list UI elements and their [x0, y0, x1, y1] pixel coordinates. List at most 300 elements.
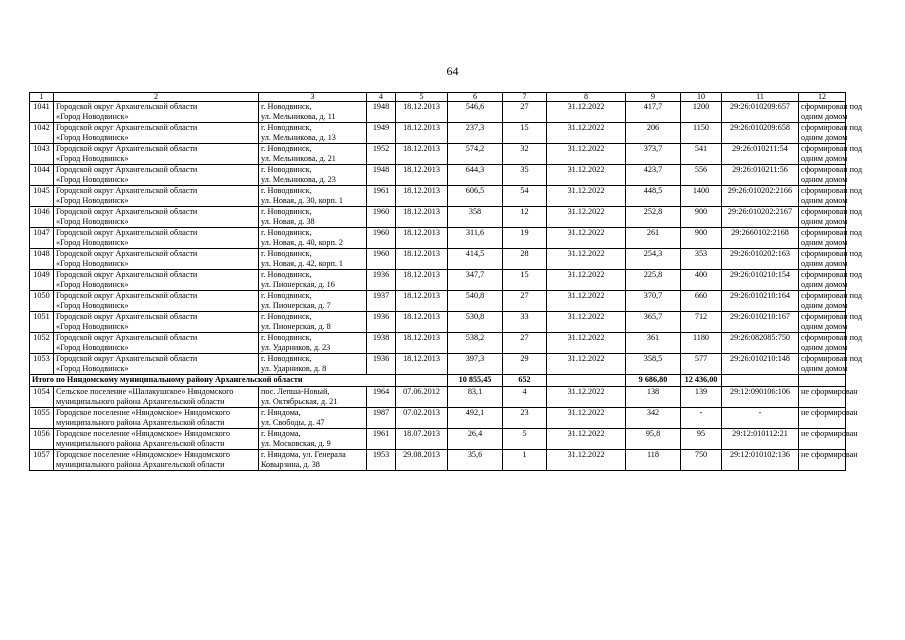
total-empty [722, 375, 799, 387]
status-cell-line: одним домом [801, 259, 848, 268]
column-number: 3 [259, 93, 367, 102]
address-cell-line: г. Новодвинск, [261, 102, 312, 111]
sum-cell: 900 [681, 207, 722, 228]
count-cell: 15 [503, 123, 547, 144]
owner-cell-line: Городской округ Архангельской области [56, 333, 198, 342]
column-number: 7 [503, 93, 547, 102]
owner-cell-line: Городской округ Архангельской области [56, 228, 198, 237]
cadastre-cell: 29:26:010211:54 [722, 144, 799, 165]
count-cell: 28 [503, 249, 547, 270]
address-cell [259, 387, 367, 408]
sum-cell: 1150 [681, 123, 722, 144]
owner-cell [54, 450, 259, 471]
count-cell: 33 [503, 312, 547, 333]
address-cell [259, 207, 367, 228]
date-cell: 18.12.2013 [396, 123, 448, 144]
owner-cell [54, 102, 259, 123]
owner-cell-line: Городской округ Архангельской области [56, 186, 198, 195]
area2-cell: 138 [626, 387, 681, 408]
table-row [30, 144, 846, 165]
owner-cell-line: «Город Новодвинск» [56, 196, 129, 205]
address-cell-line: г. Новодвинск, [261, 144, 312, 153]
table-row [30, 408, 846, 429]
column-number: 10 [681, 93, 722, 102]
status-cell [799, 312, 863, 333]
owner-cell [54, 228, 259, 249]
owner-cell [54, 249, 259, 270]
owner-cell-line: Городской округ Архангельской области [56, 123, 198, 132]
count-cell: 27 [503, 333, 547, 354]
status-cell-line: сформирован под [801, 165, 863, 174]
date-cell: 18.12.2013 [396, 165, 448, 186]
address-cell [259, 228, 367, 249]
date-cell: 18.12.2013 [396, 186, 448, 207]
owner-cell-line: Городской округ Архангельской области [56, 165, 198, 174]
year-cell: 1953 [367, 450, 396, 471]
count-cell: 1 [503, 450, 547, 471]
area2-cell: 361 [626, 333, 681, 354]
address-cell-line: ул. Новая, д. 40, корп. 2 [261, 238, 344, 247]
column-number: 12 [799, 93, 846, 102]
total-area: 10 855,45 [448, 375, 503, 387]
year-cell: 1987 [367, 408, 396, 429]
area2-cell: 342 [626, 408, 681, 429]
sum-cell: 400 [681, 270, 722, 291]
table-row [30, 270, 846, 291]
date-cell: 29.08.2013 [396, 450, 448, 471]
address-cell-line: г. Новодвинск, [261, 333, 312, 342]
address-cell [259, 408, 367, 429]
area2-cell: 252,8 [626, 207, 681, 228]
address-cell-line: г. Новодвинск, [261, 228, 312, 237]
owner-cell [54, 165, 259, 186]
date-cell: 18.12.2013 [396, 207, 448, 228]
date2-cell: 31.12.2022 [547, 387, 626, 408]
address-cell-line: ул. Мельникова, д. 11 [261, 112, 336, 121]
address-cell-line: г. Новодвинск, [261, 123, 312, 132]
address-cell [259, 354, 367, 375]
area-cell: 397,3 [448, 354, 503, 375]
address-cell [259, 270, 367, 291]
column-number: 4 [367, 93, 396, 102]
date-cell: 18.12.2013 [396, 228, 448, 249]
date2-cell: 31.12.2022 [547, 429, 626, 450]
cadastre-cell: 29:26:010202:2167 [722, 207, 799, 228]
date2-cell: 31.12.2022 [547, 249, 626, 270]
date-cell: 18.12.2013 [396, 291, 448, 312]
table-row [30, 228, 846, 249]
area2-cell: 365,7 [626, 312, 681, 333]
area2-cell: 254,3 [626, 249, 681, 270]
date2-cell: 31.12.2022 [547, 123, 626, 144]
date-cell: 18.12.2013 [396, 249, 448, 270]
row-number: 1053 [30, 354, 54, 375]
cadastre-cell: 29:26:010210:167 [722, 312, 799, 333]
status-cell [799, 429, 858, 450]
status-cell [799, 144, 863, 165]
date2-cell: 31.12.2022 [547, 144, 626, 165]
owner-cell-line: Городской округ Архангельской области [56, 207, 198, 216]
table-row [30, 165, 846, 186]
status-cell-line: сформирован под [801, 333, 863, 342]
owner-cell-line: «Город Новодвинск» [56, 175, 129, 184]
status-cell [799, 228, 863, 249]
status-cell-line: сформирован под [801, 144, 863, 153]
owner-cell [54, 144, 259, 165]
area2-cell: 417,7 [626, 102, 681, 123]
area-cell: 237,3 [448, 123, 503, 144]
area-cell: 358 [448, 207, 503, 228]
count-cell: 5 [503, 429, 547, 450]
cadastre-cell: 29:26:010209:657 [722, 102, 799, 123]
status-cell-line: сформирован под [801, 207, 863, 216]
year-cell: 1960 [367, 228, 396, 249]
area-cell: 83,1 [448, 387, 503, 408]
count-cell: 4 [503, 387, 547, 408]
owner-cell-line: Городской округ Архангельской области [56, 270, 198, 279]
year-cell: 1961 [367, 429, 396, 450]
address-cell-line: г. Новодвинск, [261, 186, 312, 195]
column-number: 5 [396, 93, 448, 102]
owner-cell [54, 333, 259, 354]
count-cell: 54 [503, 186, 547, 207]
status-cell-line: одним домом [801, 112, 848, 121]
owner-cell [54, 291, 259, 312]
address-cell-line: г. Няндома, [261, 429, 301, 438]
cadastre-cell: 29:2660102:2168 [722, 228, 799, 249]
owner-cell [54, 429, 259, 450]
year-cell: 1960 [367, 249, 396, 270]
status-cell-line: одним домом [801, 343, 848, 352]
status-cell-line: одним домом [801, 217, 848, 226]
table-row [30, 387, 846, 408]
year-cell: 1936 [367, 270, 396, 291]
status-cell-line: одним домом [801, 364, 848, 373]
area2-cell: 370,7 [626, 291, 681, 312]
page-number: 64 [446, 64, 459, 78]
row-number: 1042 [30, 123, 54, 144]
owner-cell-line: Городской округ Архангельской области [56, 102, 198, 111]
area2-cell: 373,7 [626, 144, 681, 165]
status-cell-line: не сформирован [801, 429, 858, 438]
address-cell-line: ул. Новая, д. 30, корп. 1 [261, 196, 344, 205]
date-cell: 18.12.2013 [396, 144, 448, 165]
cadastre-cell: 29:12:010102:136 [722, 450, 799, 471]
owner-cell [54, 270, 259, 291]
status-cell-line: сформирован под [801, 291, 863, 300]
status-cell [799, 291, 863, 312]
total-row [30, 375, 846, 387]
year-cell: 1952 [367, 144, 396, 165]
total-count: 652 [503, 375, 547, 387]
address-cell-line: г. Новодвинск, [261, 312, 312, 321]
date-cell: 18.12.2013 [396, 312, 448, 333]
status-cell-line: одним домом [801, 238, 848, 247]
table-row [30, 249, 846, 270]
address-cell-line: ул. Октябрьская, д. 21 [261, 397, 338, 406]
owner-cell [54, 354, 259, 375]
owner-cell-line: «Город Новодвинск» [56, 364, 129, 373]
address-cell-line: г. Новодвинск, [261, 249, 312, 258]
date2-cell: 31.12.2022 [547, 291, 626, 312]
owner-cell [54, 123, 259, 144]
date2-cell: 31.12.2022 [547, 102, 626, 123]
area2-cell: 225,8 [626, 270, 681, 291]
owner-cell [54, 207, 259, 228]
row-number: 1043 [30, 144, 54, 165]
owner-cell-line: «Город Новодвинск» [56, 217, 129, 226]
total-area2: 9 686,80 [626, 375, 681, 387]
status-cell-line: сформирован под [801, 270, 863, 279]
status-cell [799, 207, 863, 228]
row-number: 1044 [30, 165, 54, 186]
cadastre-cell: 29:26:010210:154 [722, 270, 799, 291]
cadastre-cell: 29:26:010202:163 [722, 249, 799, 270]
cadastre-cell: 29:26:010210:148 [722, 354, 799, 375]
owner-cell-line: муниципального района Архангельской области [56, 418, 225, 427]
owner-cell-line: «Город Новодвинск» [56, 343, 129, 352]
table-row [30, 207, 846, 228]
status-cell-line: сформирован под [801, 123, 863, 132]
column-number: 9 [626, 93, 681, 102]
year-cell: 1936 [367, 354, 396, 375]
status-cell-line: не сформирован [801, 387, 858, 396]
status-cell [799, 408, 858, 429]
sum-cell: 1180 [681, 333, 722, 354]
owner-cell-line: «Город Новодвинск» [56, 238, 129, 247]
year-cell: 1964 [367, 387, 396, 408]
housing-registry-table [29, 92, 863, 471]
cadastre-cell: 29:26:010210:164 [722, 291, 799, 312]
status-cell [799, 354, 863, 375]
year-cell: 1938 [367, 333, 396, 354]
year-cell: 1948 [367, 102, 396, 123]
status-cell-line: сформирован под [801, 354, 863, 363]
count-cell: 29 [503, 354, 547, 375]
area-cell: 606,5 [448, 186, 503, 207]
owner-cell-line: Городской округ Архангельской области [56, 144, 198, 153]
status-cell-line: одним домом [801, 133, 848, 142]
address-cell-line: г. Няндома, ул. Генерала [261, 450, 346, 459]
address-cell-line: ул. Свободы, д. 47 [261, 418, 325, 427]
table-row [30, 354, 846, 375]
owner-cell [54, 408, 259, 429]
row-number: 1055 [30, 408, 54, 429]
year-cell: 1936 [367, 312, 396, 333]
cadastre-cell: 29:26:010209:658 [722, 123, 799, 144]
table-row [30, 102, 846, 123]
sum-cell: 353 [681, 249, 722, 270]
owner-cell-line: «Город Новодвинск» [56, 322, 129, 331]
date2-cell: 31.12.2022 [547, 186, 626, 207]
date-cell: 18.12.2013 [396, 333, 448, 354]
sum-cell: 1200 [681, 102, 722, 123]
area2-cell: 118 [626, 450, 681, 471]
owner-cell-line: Городское поселение «Няндомское» Няндомского [56, 429, 230, 438]
address-cell-line: ул. Ударников, д. 23 [261, 343, 331, 352]
address-cell-line: пос. Лепша-Новый, [261, 387, 330, 396]
year-cell: 1961 [367, 186, 396, 207]
column-number-row [30, 93, 846, 102]
status-cell [799, 249, 863, 270]
row-number: 1041 [30, 102, 54, 123]
sum-cell: 712 [681, 312, 722, 333]
date2-cell: 31.12.2022 [547, 408, 626, 429]
date2-cell: 31.12.2022 [547, 450, 626, 471]
area2-cell: 261 [626, 228, 681, 249]
sum-cell: 1400 [681, 186, 722, 207]
area-cell: 35,6 [448, 450, 503, 471]
column-number: 2 [54, 93, 259, 102]
date2-cell: 31.12.2022 [547, 270, 626, 291]
address-cell [259, 165, 367, 186]
table-row [30, 123, 846, 144]
status-cell-line: сформирован под [801, 102, 863, 111]
area-cell: 540,8 [448, 291, 503, 312]
area-cell: 644,3 [448, 165, 503, 186]
date-cell: 07.06.2012 [396, 387, 448, 408]
address-cell-line: г. Новодвинск, [261, 354, 312, 363]
row-number: 1057 [30, 450, 54, 471]
date-cell: 18.12.2013 [396, 270, 448, 291]
address-cell-line: ул. Пионерская, д. 16 [261, 280, 335, 289]
row-number: 1054 [30, 387, 54, 408]
area2-cell: 95,8 [626, 429, 681, 450]
row-number: 1047 [30, 228, 54, 249]
date2-cell: 31.12.2022 [547, 333, 626, 354]
area-cell: 546,6 [448, 102, 503, 123]
row-number: 1056 [30, 429, 54, 450]
owner-cell-line: «Город Новодвинск» [56, 259, 129, 268]
address-cell [259, 450, 367, 471]
total-empty [799, 375, 846, 387]
address-cell-line: ул. Московская, д. 9 [261, 439, 331, 448]
status-cell [799, 165, 863, 186]
status-cell [799, 333, 863, 354]
date2-cell: 31.12.2022 [547, 312, 626, 333]
owner-cell-line: «Город Новодвинск» [56, 133, 129, 142]
owner-cell-line: Городской округ Архангельской области [56, 312, 198, 321]
column-number: 8 [547, 93, 626, 102]
status-cell-line: не сформирован [801, 450, 858, 459]
date-cell: 18.12.2013 [396, 354, 448, 375]
owner-cell [54, 186, 259, 207]
status-cell-line: одним домом [801, 322, 848, 331]
address-cell-line: ул. Пионерская, д. 7 [261, 301, 331, 310]
status-cell-line: одним домом [801, 154, 848, 163]
owner-cell-line: Городской округ Архангельской области [56, 354, 198, 363]
address-cell-line: ул. Мельникова, д. 21 [261, 154, 336, 163]
status-cell-line: сформирован под [801, 228, 863, 237]
status-cell-line: сформирован под [801, 186, 863, 195]
area-cell: 538,2 [448, 333, 503, 354]
owner-cell [54, 312, 259, 333]
address-cell [259, 123, 367, 144]
table-row [30, 291, 846, 312]
count-cell: 12 [503, 207, 547, 228]
total-empty [547, 375, 626, 387]
date-cell: 18.07.2013 [396, 429, 448, 450]
area2-cell: 423,7 [626, 165, 681, 186]
status-cell [799, 450, 858, 471]
sum-cell: 95 [681, 429, 722, 450]
count-cell: 27 [503, 291, 547, 312]
area2-cell: 358,5 [626, 354, 681, 375]
address-cell-line: г. Новодвинск, [261, 270, 312, 279]
owner-cell-line: Городской округ Архангельской области [56, 249, 198, 258]
address-cell-line: ул. Пионерская, д. 8 [261, 322, 331, 331]
sum-cell: 660 [681, 291, 722, 312]
cadastre-cell: 29:26:010211:56 [722, 165, 799, 186]
sum-cell: 750 [681, 450, 722, 471]
address-cell-line: Ковырзина, д. 38 [261, 460, 320, 469]
status-cell [799, 186, 863, 207]
count-cell: 19 [503, 228, 547, 249]
owner-cell-line: Городской округ Архангельской области [56, 291, 198, 300]
row-number: 1045 [30, 186, 54, 207]
count-cell: 15 [503, 270, 547, 291]
address-cell-line: г. Новодвинск, [261, 291, 312, 300]
address-cell-line: ул. Мельникова, д. 13 [261, 133, 336, 142]
sum-cell: 541 [681, 144, 722, 165]
address-cell [259, 144, 367, 165]
address-cell-line: ул. Новая, д. 42, корп. 1 [261, 259, 344, 268]
row-number: 1051 [30, 312, 54, 333]
row-number: 1046 [30, 207, 54, 228]
owner-cell-line: «Город Новодвинск» [56, 301, 129, 310]
status-cell-line: одним домом [801, 175, 848, 184]
area-cell: 574,2 [448, 144, 503, 165]
row-number: 1050 [30, 291, 54, 312]
column-number: 1 [30, 93, 54, 102]
status-cell [799, 270, 863, 291]
date2-cell: 31.12.2022 [547, 354, 626, 375]
address-cell-line: ул. Мельникова, д. 23 [261, 175, 336, 184]
count-cell: 35 [503, 165, 547, 186]
cadastre-cell: 29:26:082085:750 [722, 333, 799, 354]
address-cell-line: г. Няндома, [261, 408, 301, 417]
status-cell-line: одним домом [801, 280, 848, 289]
area-cell: 492,1 [448, 408, 503, 429]
owner-cell-line: Сельское поселение «Шалакушское» Няндомского [56, 387, 234, 396]
owner-cell-line: муниципального района Архангельской области [56, 397, 225, 406]
address-cell-line: ул. Ударников, д. 8 [261, 364, 327, 373]
status-cell-line: сформирован под [801, 312, 863, 321]
date2-cell: 31.12.2022 [547, 207, 626, 228]
year-cell: 1937 [367, 291, 396, 312]
status-cell-line: одним домом [801, 301, 848, 310]
owner-cell-line: муниципального района Архангельской области [56, 439, 225, 448]
status-cell [799, 102, 863, 123]
owner-cell-line: «Город Новодвинск» [56, 280, 129, 289]
cadastre-cell: 29:26:010202:2166 [722, 186, 799, 207]
sum-cell: - [681, 408, 722, 429]
table-row [30, 450, 846, 471]
date2-cell: 31.12.2022 [547, 165, 626, 186]
area-cell: 414,5 [448, 249, 503, 270]
status-cell [799, 387, 858, 408]
count-cell: 23 [503, 408, 547, 429]
date-cell: 18.12.2013 [396, 102, 448, 123]
column-number: 11 [722, 93, 799, 102]
total-empty [396, 375, 448, 387]
area2-cell: 206 [626, 123, 681, 144]
address-cell [259, 333, 367, 354]
year-cell: 1960 [367, 207, 396, 228]
sum-cell: 577 [681, 354, 722, 375]
sum-cell: 139 [681, 387, 722, 408]
address-cell-line: ул. Новая, д. 38 [261, 217, 315, 226]
